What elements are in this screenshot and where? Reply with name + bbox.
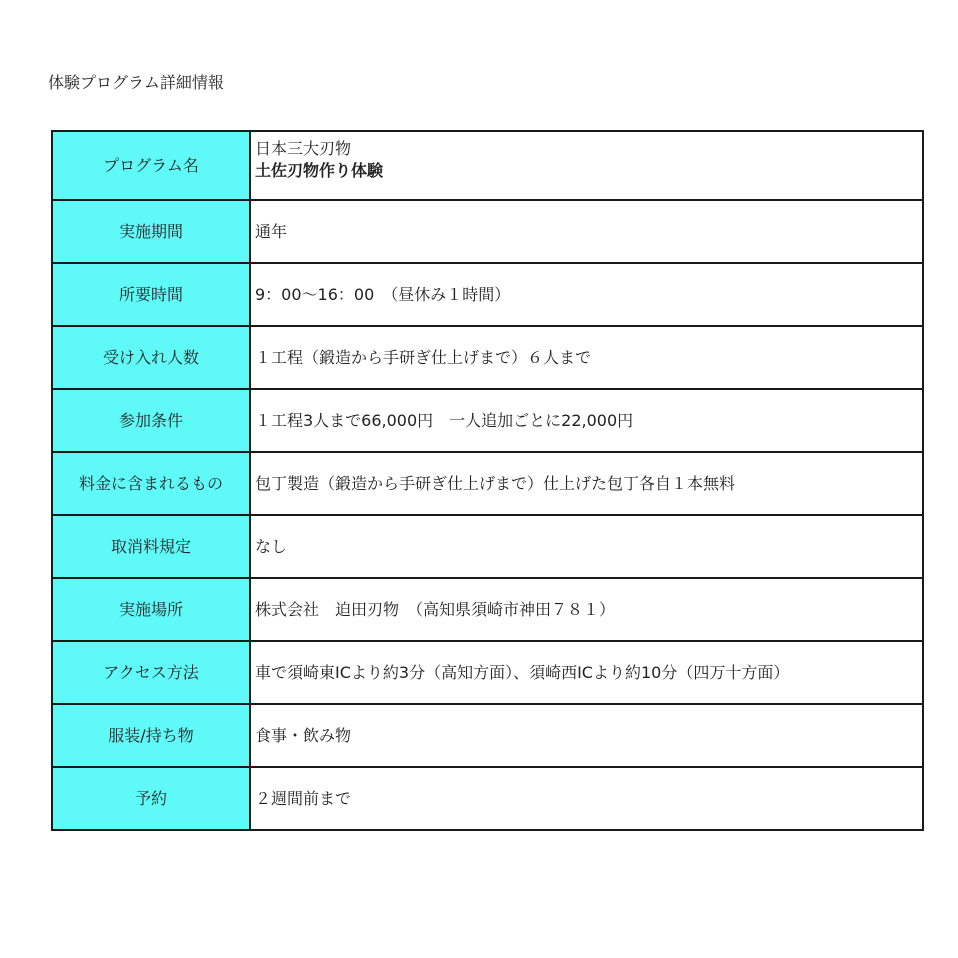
row-label-reservation: 予約 (52, 767, 250, 830)
page-title: 体験プログラム詳細情報 (48, 73, 224, 92)
table-row (52, 515, 923, 578)
row-label-attire: 服装/持ち物 (52, 704, 250, 767)
row-label-capacity: 受け入れ人数 (52, 326, 250, 389)
row-value-conditions: １工程3人まで66,000円 一人追加ごとに22,000円 (250, 389, 923, 452)
row-value-capacity: １工程（鍛造から手研ぎ仕上げまで）６人まで (250, 326, 923, 389)
row-value-attire: 食事・飲み物 (250, 704, 923, 767)
row-value-included: 包丁製造（鍛造から手研ぎ仕上げまで）仕上げた包丁各自１本無料 (250, 452, 923, 515)
row-value-duration: 9：00〜16：00 （昼休み１時間） (250, 263, 923, 326)
table-row (52, 578, 923, 641)
row-label-period: 実施期間 (52, 200, 250, 263)
program-name-subtitle: 日本三大刃物 (255, 139, 352, 158)
table-row (52, 389, 923, 452)
row-label-included: 料金に含まれるもの (52, 452, 250, 515)
row-value-location: 株式会社 迫田刃物 （高知県須崎市神田７８１） (250, 578, 923, 641)
table-row (52, 704, 923, 767)
row-label-program-name: プログラム名 (52, 131, 250, 200)
program-name-main: 土佐刃物作り体験 (255, 161, 384, 180)
program-details-table (51, 130, 924, 831)
row-value-program-name (250, 131, 923, 200)
table-row (52, 263, 923, 326)
row-value-cancellation: なし (250, 515, 923, 578)
table-row (52, 452, 923, 515)
row-label-access: アクセス方法 (52, 641, 250, 704)
table-row (52, 200, 923, 263)
row-label-duration: 所要時間 (52, 263, 250, 326)
row-label-cancellation: 取消料規定 (52, 515, 250, 578)
table-row (52, 767, 923, 830)
table-row (52, 641, 923, 704)
row-value-reservation: ２週間前まで (250, 767, 923, 830)
row-value-period: 通年 (250, 200, 923, 263)
table-row (52, 131, 923, 200)
table-row (52, 326, 923, 389)
row-label-conditions: 参加条件 (52, 389, 250, 452)
row-label-location: 実施場所 (52, 578, 250, 641)
row-value-access: 車で須崎東ICより約3分（高知方面）、須崎西ICより約10分（四万十方面） (250, 641, 923, 704)
